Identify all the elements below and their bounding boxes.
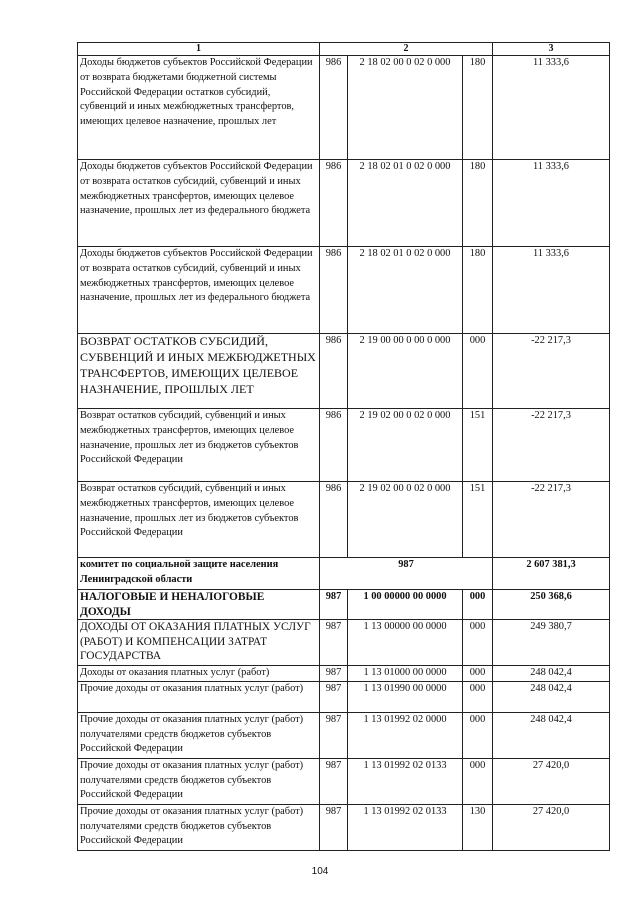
row-admin-code: 987 bbox=[320, 590, 348, 620]
row-amount: 248 042,4 bbox=[493, 666, 610, 682]
table-row bbox=[78, 160, 610, 247]
header-col-2: 2 bbox=[320, 43, 493, 56]
row-admin-code: 987 bbox=[320, 666, 348, 682]
row-revenue-code: 2 18 02 01 0 02 0 000 bbox=[348, 247, 463, 334]
row-type-code: 180 bbox=[463, 247, 493, 334]
table-row bbox=[78, 666, 610, 682]
department-code: 987 bbox=[320, 558, 493, 590]
row-amount: -22 217,3 bbox=[493, 482, 610, 558]
row-name: Прочие доходы от оказания платных услуг (работ) получателями средств бюджетов субъектов Российской Федерации bbox=[78, 712, 320, 758]
row-type-code: 151 bbox=[463, 409, 493, 482]
row-name: Возврат остатков субсидий, субвенций и иных межбюджетных трансфертов, имеющих целевое назначение, прошлых лет из бюджетов субъектов Российской Федерации bbox=[78, 482, 320, 558]
row-revenue-code: 1 13 01992 02 0000 bbox=[348, 712, 463, 758]
row-type-code: 000 bbox=[463, 334, 493, 409]
table-row bbox=[78, 56, 610, 160]
row-amount: 11 333,6 bbox=[493, 56, 610, 160]
row-amount: -22 217,3 bbox=[493, 334, 610, 409]
row-revenue-code: 1 13 01990 00 0000 bbox=[348, 681, 463, 712]
revenue-table bbox=[77, 42, 610, 851]
table-row bbox=[78, 758, 610, 804]
row-name: ДОХОДЫ ОТ ОКАЗАНИЯ ПЛАТНЫХ УСЛУГ (РАБОТ) И КОМПЕНСАЦИИ ЗАТРАТ ГОСУДАРСТВА bbox=[78, 620, 320, 666]
row-type-code: 000 bbox=[463, 590, 493, 620]
table-row bbox=[78, 804, 610, 850]
row-type-code: 000 bbox=[463, 712, 493, 758]
row-revenue-code: 2 18 02 00 0 02 0 000 bbox=[348, 56, 463, 160]
row-name: ВОЗВРАТ ОСТАТКОВ СУБСИДИЙ, СУБВЕНЦИЙ И ИНЫХ МЕЖБЮДЖЕТНЫХ ТРАНСФЕРТОВ, ИМЕЮЩИХ ЦЕЛЕВОЕ НАЗНАЧЕНИЕ, ПРОШЛЫХ ЛЕТ bbox=[78, 334, 320, 409]
row-revenue-code: 1 13 01992 02 0133 bbox=[348, 804, 463, 850]
table-row bbox=[78, 620, 610, 666]
row-revenue-code: 1 13 00000 00 0000 bbox=[348, 620, 463, 666]
table-row bbox=[78, 712, 610, 758]
row-name: Доходы бюджетов субъектов Российской Федерации от возврата остатков субсидий, субвенций и иных межбюджетных трансфертов, имеющих целевое назначение, прошлых лет из федерального бюджета bbox=[78, 247, 320, 334]
row-amount: 27 420,0 bbox=[493, 758, 610, 804]
header-col-1: 1 bbox=[78, 43, 320, 56]
row-admin-code: 986 bbox=[320, 247, 348, 334]
row-admin-code: 987 bbox=[320, 681, 348, 712]
row-amount: 250 368,6 bbox=[493, 590, 610, 620]
table-row-department bbox=[78, 558, 610, 590]
table-row bbox=[78, 482, 610, 558]
department-amount: 2 607 381,3 bbox=[493, 558, 610, 590]
row-name: Доходы бюджетов субъектов Российской Федерации от возврата остатков субсидий, субвенций и иных межбюджетных трансфертов, имеющих целевое назначение, прошлых лет из федерального бюджета bbox=[78, 160, 320, 247]
row-amount: 11 333,6 bbox=[493, 247, 610, 334]
row-amount: 248 042,4 bbox=[493, 681, 610, 712]
row-revenue-code: 2 19 02 00 0 02 0 000 bbox=[348, 482, 463, 558]
row-revenue-code: 2 18 02 01 0 02 0 000 bbox=[348, 160, 463, 247]
row-name: Доходы бюджетов субъектов Российской Федерации от возврата бюджетами бюджетной системы Российской Федерации остатков субсидий, субвенций и иных межбюджетных трансфертов, имеющих целевое назначение, прошлых лет bbox=[78, 56, 320, 160]
row-name: Прочие доходы от оказания платных услуг (работ) получателями средств бюджетов субъектов Российской Федерации bbox=[78, 758, 320, 804]
row-admin-code: 987 bbox=[320, 758, 348, 804]
row-amount: 11 333,6 bbox=[493, 160, 610, 247]
row-amount: 27 420,0 bbox=[493, 804, 610, 850]
row-type-code: 180 bbox=[463, 56, 493, 160]
row-type-code: 000 bbox=[463, 758, 493, 804]
row-amount: 248 042,4 bbox=[493, 712, 610, 758]
row-admin-code: 987 bbox=[320, 712, 348, 758]
row-type-code: 151 bbox=[463, 482, 493, 558]
row-revenue-code: 1 13 01000 00 0000 bbox=[348, 666, 463, 682]
row-amount: 249 380,7 bbox=[493, 620, 610, 666]
row-type-code: 130 bbox=[463, 804, 493, 850]
table-row bbox=[78, 409, 610, 482]
row-admin-code: 986 bbox=[320, 334, 348, 409]
row-admin-code: 986 bbox=[320, 160, 348, 247]
table-row bbox=[78, 334, 610, 409]
row-revenue-code: 1 13 01992 02 0133 bbox=[348, 758, 463, 804]
department-name: комитет по социальной защите населения Ленинградской области bbox=[78, 558, 320, 590]
row-revenue-code: 2 19 02 00 0 02 0 000 bbox=[348, 409, 463, 482]
row-admin-code: 986 bbox=[320, 409, 348, 482]
row-revenue-code: 2 19 00 00 0 00 0 000 bbox=[348, 334, 463, 409]
header-col-3: 3 bbox=[493, 43, 610, 56]
row-type-code: 000 bbox=[463, 681, 493, 712]
row-admin-code: 986 bbox=[320, 482, 348, 558]
row-revenue-code: 1 00 00000 00 0000 bbox=[348, 590, 463, 620]
row-amount: -22 217,3 bbox=[493, 409, 610, 482]
row-name: Прочие доходы от оказания платных услуг (работ) получателями средств бюджетов субъектов Российской Федерации bbox=[78, 804, 320, 850]
row-type-code: 000 bbox=[463, 666, 493, 682]
row-name: НАЛОГОВЫЕ И НЕНАЛОГОВЫЕ ДОХОДЫ bbox=[78, 590, 320, 620]
row-name: Возврат остатков субсидий, субвенций и иных межбюджетных трансфертов, имеющих целевое назначение, прошлых лет из бюджетов субъектов Российской Федерации bbox=[78, 409, 320, 482]
table-row bbox=[78, 590, 610, 620]
row-name: Доходы от оказания платных услуг (работ) bbox=[78, 666, 320, 682]
row-admin-code: 987 bbox=[320, 804, 348, 850]
row-admin-code: 986 bbox=[320, 56, 348, 160]
page-number: 104 bbox=[311, 866, 329, 877]
row-admin-code: 987 bbox=[320, 620, 348, 666]
table-row bbox=[78, 247, 610, 334]
table-header-row bbox=[78, 43, 610, 56]
table-row bbox=[78, 681, 610, 712]
row-type-code: 000 bbox=[463, 620, 493, 666]
row-type-code: 180 bbox=[463, 160, 493, 247]
row-name: Прочие доходы от оказания платных услуг (работ) bbox=[78, 681, 320, 712]
